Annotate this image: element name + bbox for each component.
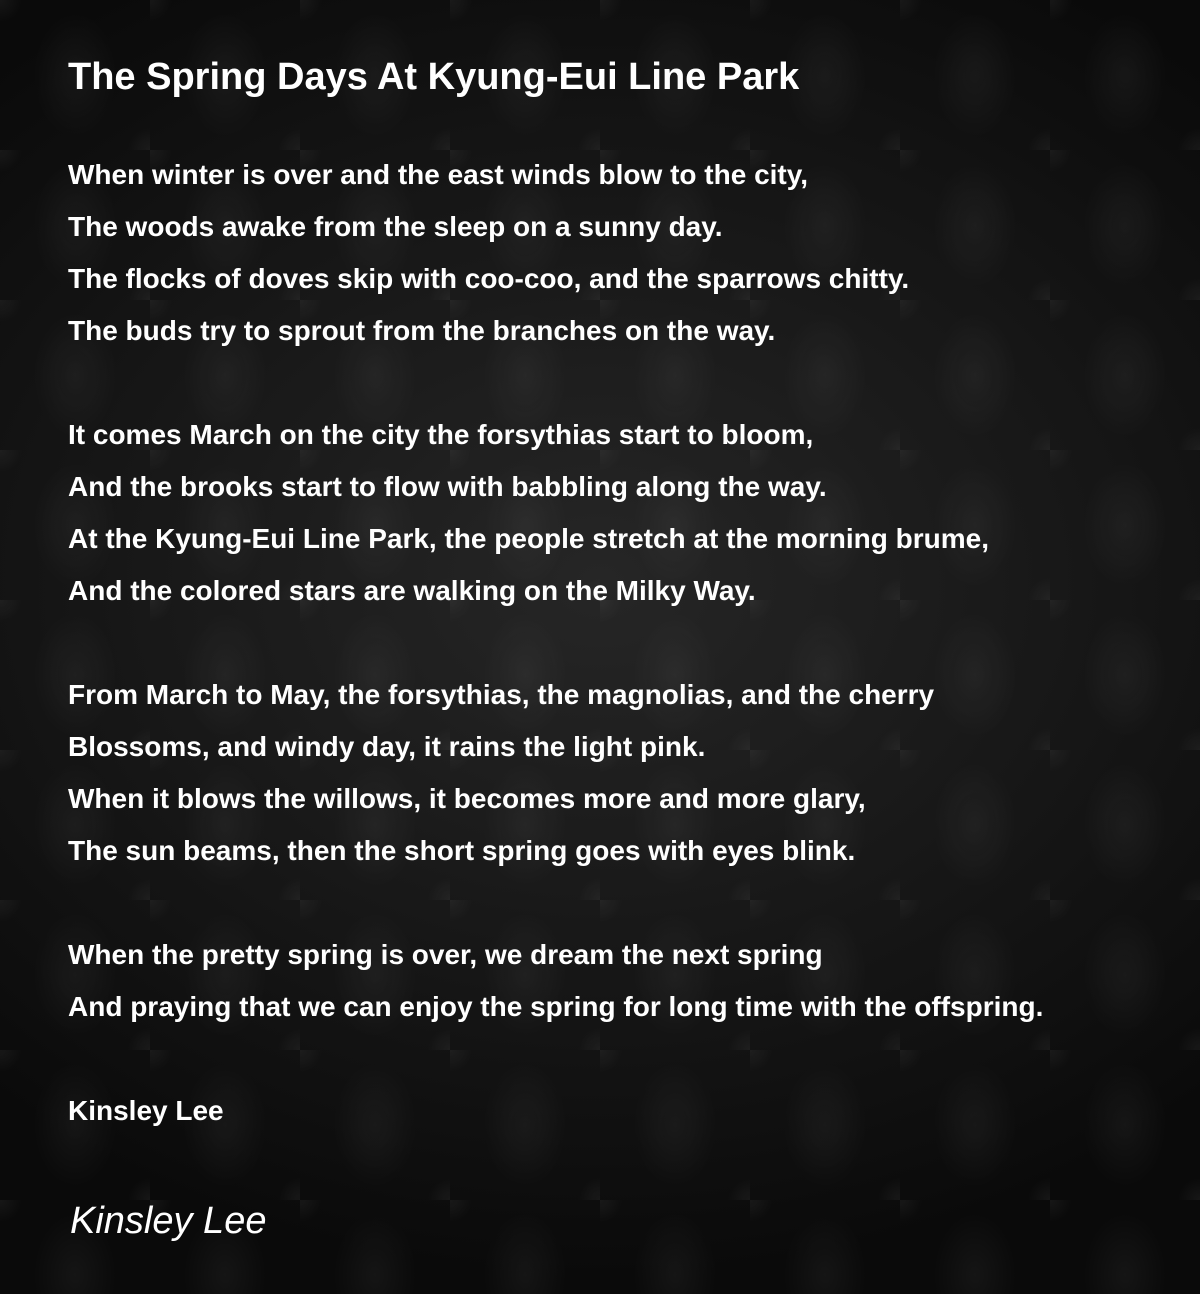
poem-line: The flocks of doves skip with coo-coo, and the sparrows chitty.	[68, 263, 910, 294]
poem-author: Kinsley Lee	[68, 1095, 224, 1126]
poem-line: And praying that we can enjoy the spring for long time with the offspring.	[68, 991, 1044, 1022]
stanza-3	[68, 669, 1200, 877]
poem-line: The buds try to sprout from the branches on the way.	[68, 315, 776, 346]
poem-line: It comes March on the city the forsythias start to bloom,	[68, 419, 814, 450]
poem-line: And the brooks start to flow with babbling along the way.	[68, 471, 827, 502]
poem-body	[68, 149, 1200, 1137]
author-signature: Kinsley Lee	[70, 1200, 267, 1242]
poem-line: At the Kyung-Eui Line Park, the people stretch at the morning brume,	[68, 523, 989, 554]
stanza-4	[68, 929, 1200, 1033]
poem-line: Blossoms, and windy day, it rains the light pink.	[68, 731, 706, 762]
poem-line: When winter is over and the east winds blow to the city,	[68, 159, 809, 190]
stanza-2	[68, 409, 1200, 617]
poem-title: The Spring Days At Kyung-Eui Line Park	[68, 56, 800, 98]
stanza-1	[68, 149, 1200, 357]
poem-line: When the pretty spring is over, we dream the next spring	[68, 939, 823, 970]
poem-line: The woods awake from the sleep on a sunny day.	[68, 211, 723, 242]
poem-line: And the colored stars are walking on the Milky Way.	[68, 575, 756, 606]
poem-line: When it blows the willows, it becomes more and more glary,	[68, 783, 866, 814]
poem-line: The sun beams, then the short spring goes with eyes blink.	[68, 835, 856, 866]
poem-line: From March to May, the forsythias, the magnolias, and the cherry	[68, 679, 935, 710]
